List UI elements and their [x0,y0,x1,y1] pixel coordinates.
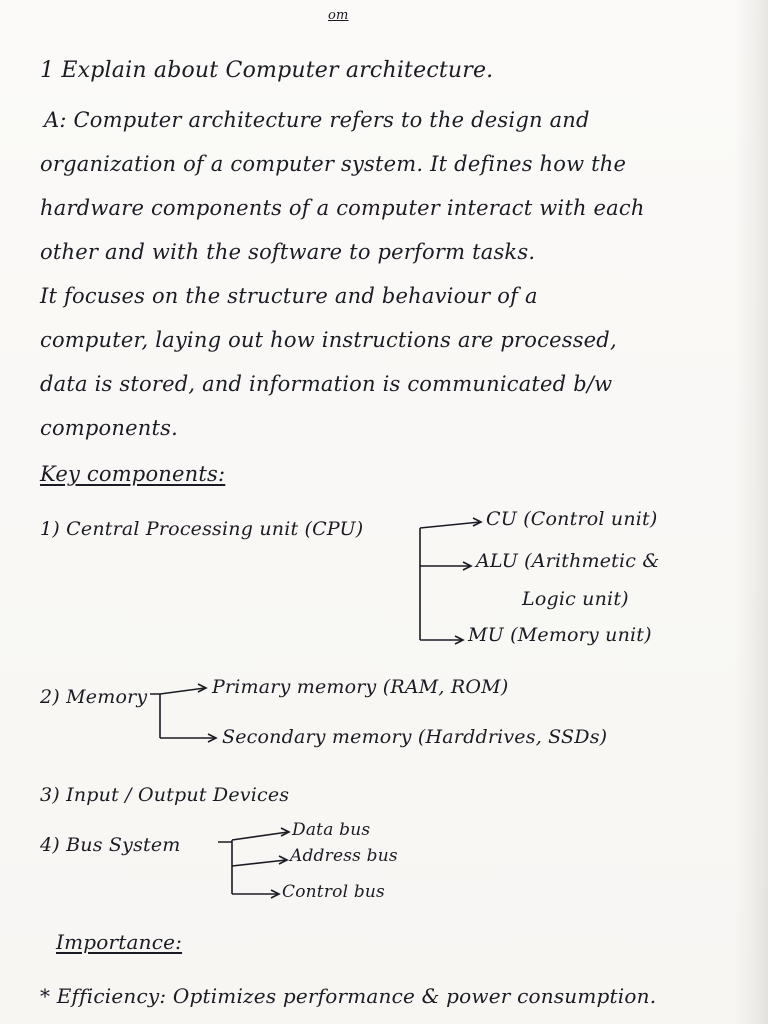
importance-heading: Importance: [56,930,183,954]
bus-branch-address: Address bus [290,846,398,866]
cpu-label: 1) Central Processing unit (CPU) [40,518,364,540]
answer-line-4: other and with the software to perform tasks. [40,240,536,264]
importance-point-efficiency: * Efficiency: Optimizes performance & power consumption. [40,984,657,1008]
bus-label: 4) Bus System [40,834,181,856]
bus-branch-control: Control bus [282,882,385,902]
bus-bracket [218,832,288,894]
memory-label: 2) Memory [40,686,148,708]
memory-branch-primary: Primary memory (RAM, ROM) [212,676,509,698]
cpu-branch-alu-cont: Logic unit) [522,588,629,610]
memory-bracket [150,688,216,738]
cpu-branch-mu: MU (Memory unit) [468,624,652,646]
memory-branch-secondary: Secondary memory (Harddrives, SSDs) [222,726,608,748]
answer-line-7: data is stored, and information is communicated b/w [40,372,613,396]
question-title: 1 Explain about Computer architecture. [40,58,494,83]
io-label: 3) Input / Output Devices [40,784,290,806]
answer-line-6: computer, laying out how instructions are processed, [40,328,617,352]
answer-line-3: hardware components of a computer interact with each [40,196,645,220]
header-mark: om [328,8,349,23]
cpu-branch-cu: CU (Control unit) [486,508,658,530]
bus-branch-data: Data bus [292,820,371,840]
cpu-branch-alu: ALU (Arithmetic & [476,550,660,572]
cpu-bracket [420,522,480,640]
key-components-heading: Key components: [40,462,226,486]
answer-line-5: It focuses on the structure and behaviour of a [40,284,538,308]
answer-line-2: organization of a computer system. It defines how the [40,152,627,176]
answer-line-8: components. [40,416,178,440]
answer-line-1: A: Computer architecture refers to the design and [44,108,590,132]
